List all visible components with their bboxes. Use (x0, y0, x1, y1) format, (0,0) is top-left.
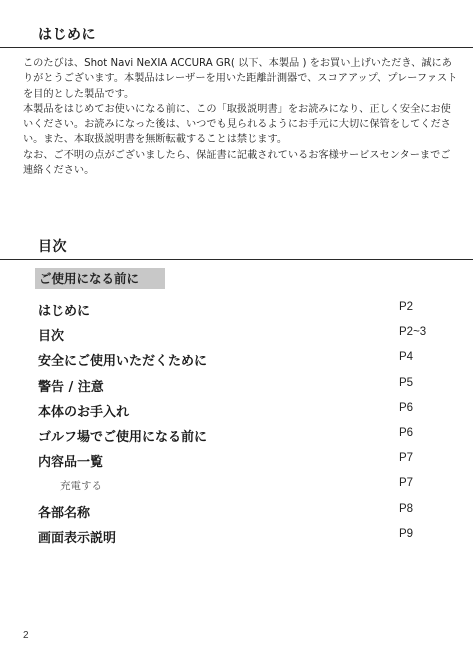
toc-entry-warning[interactable] (0, 373, 473, 398)
page-number: 2 (23, 630, 29, 641)
toc-list (0, 297, 473, 549)
toc-entry-contents-list[interactable] (0, 448, 473, 473)
toc-entry-page: P4 (399, 351, 414, 364)
toc-category-label: ご使用になる前に (35, 268, 165, 289)
toc-entry-label: 安全にご使用いただくために (38, 354, 208, 370)
toc-entry-contents[interactable] (0, 322, 473, 347)
toc-entry-label: ゴルフ場でご使用になる前に (38, 429, 208, 445)
toc-section-header (0, 232, 473, 260)
toc-entry-page: P5 (399, 376, 414, 389)
toc-entry-page: P7 (399, 477, 414, 490)
intro-body (23, 56, 459, 178)
toc-entry-label: 各部名称 (38, 505, 91, 521)
intro-heading: はじめに (38, 27, 96, 43)
toc-entry-label: 充電する (60, 480, 102, 493)
toc-entry-display[interactable] (0, 524, 473, 549)
toc-entry-charging[interactable] (0, 473, 473, 498)
intro-paragraph: 本製品をはじめてお使いになる前に、この「取扱説明書」をお読みになり、正しく安全にお使いください。お読みになった後は、いつでも見られるようにお手元に大切に保管をしてください。また、本取扱説明書を無断転載することは禁じます。 (23, 103, 451, 146)
intro-paragraph: なお、ご不明の点がございましたら、保証書に記載されているお客様サービスセンターまでご連絡ください。 (23, 149, 451, 177)
intro-section-header (0, 20, 473, 48)
intro-paragraph: このたびは、Shot Navi NeXIA ACCURA GR( 以下、本製品 ) をお買い上げいただき、誠にありがとうございます。本製品はレーザーを用いた距離計測器で、スコアアップ、プレーファストを目的とした製品です。 (23, 58, 458, 100)
toc-entry-page: P6 (399, 426, 414, 439)
toc-entry-parts[interactable] (0, 499, 473, 524)
toc-entry-page: P8 (399, 502, 414, 515)
toc-entry-page: P7 (399, 452, 414, 465)
toc-entry-label: 内容品一覧 (38, 455, 104, 471)
toc-entry-safety[interactable] (0, 347, 473, 372)
toc-entry-page: P2 (399, 301, 414, 313)
toc-entry-intro[interactable] (0, 297, 473, 322)
toc-entry-label: はじめに (38, 304, 91, 319)
toc-entry-label: 目次 (38, 329, 65, 345)
toc-entry-page: P9 (399, 527, 414, 540)
toc-entry-label: 警告 / 注意 (38, 379, 104, 395)
toc-heading: 目次 (38, 239, 67, 255)
toc-entry-care[interactable] (0, 398, 473, 423)
toc-entry-page: P6 (399, 401, 414, 414)
toc-entry-before-golf[interactable] (0, 423, 473, 448)
toc-entry-label: 画面表示説明 (38, 530, 117, 546)
toc-entry-label: 本体のお手入れ (38, 404, 130, 420)
toc-entry-page: P2~3 (399, 326, 427, 339)
